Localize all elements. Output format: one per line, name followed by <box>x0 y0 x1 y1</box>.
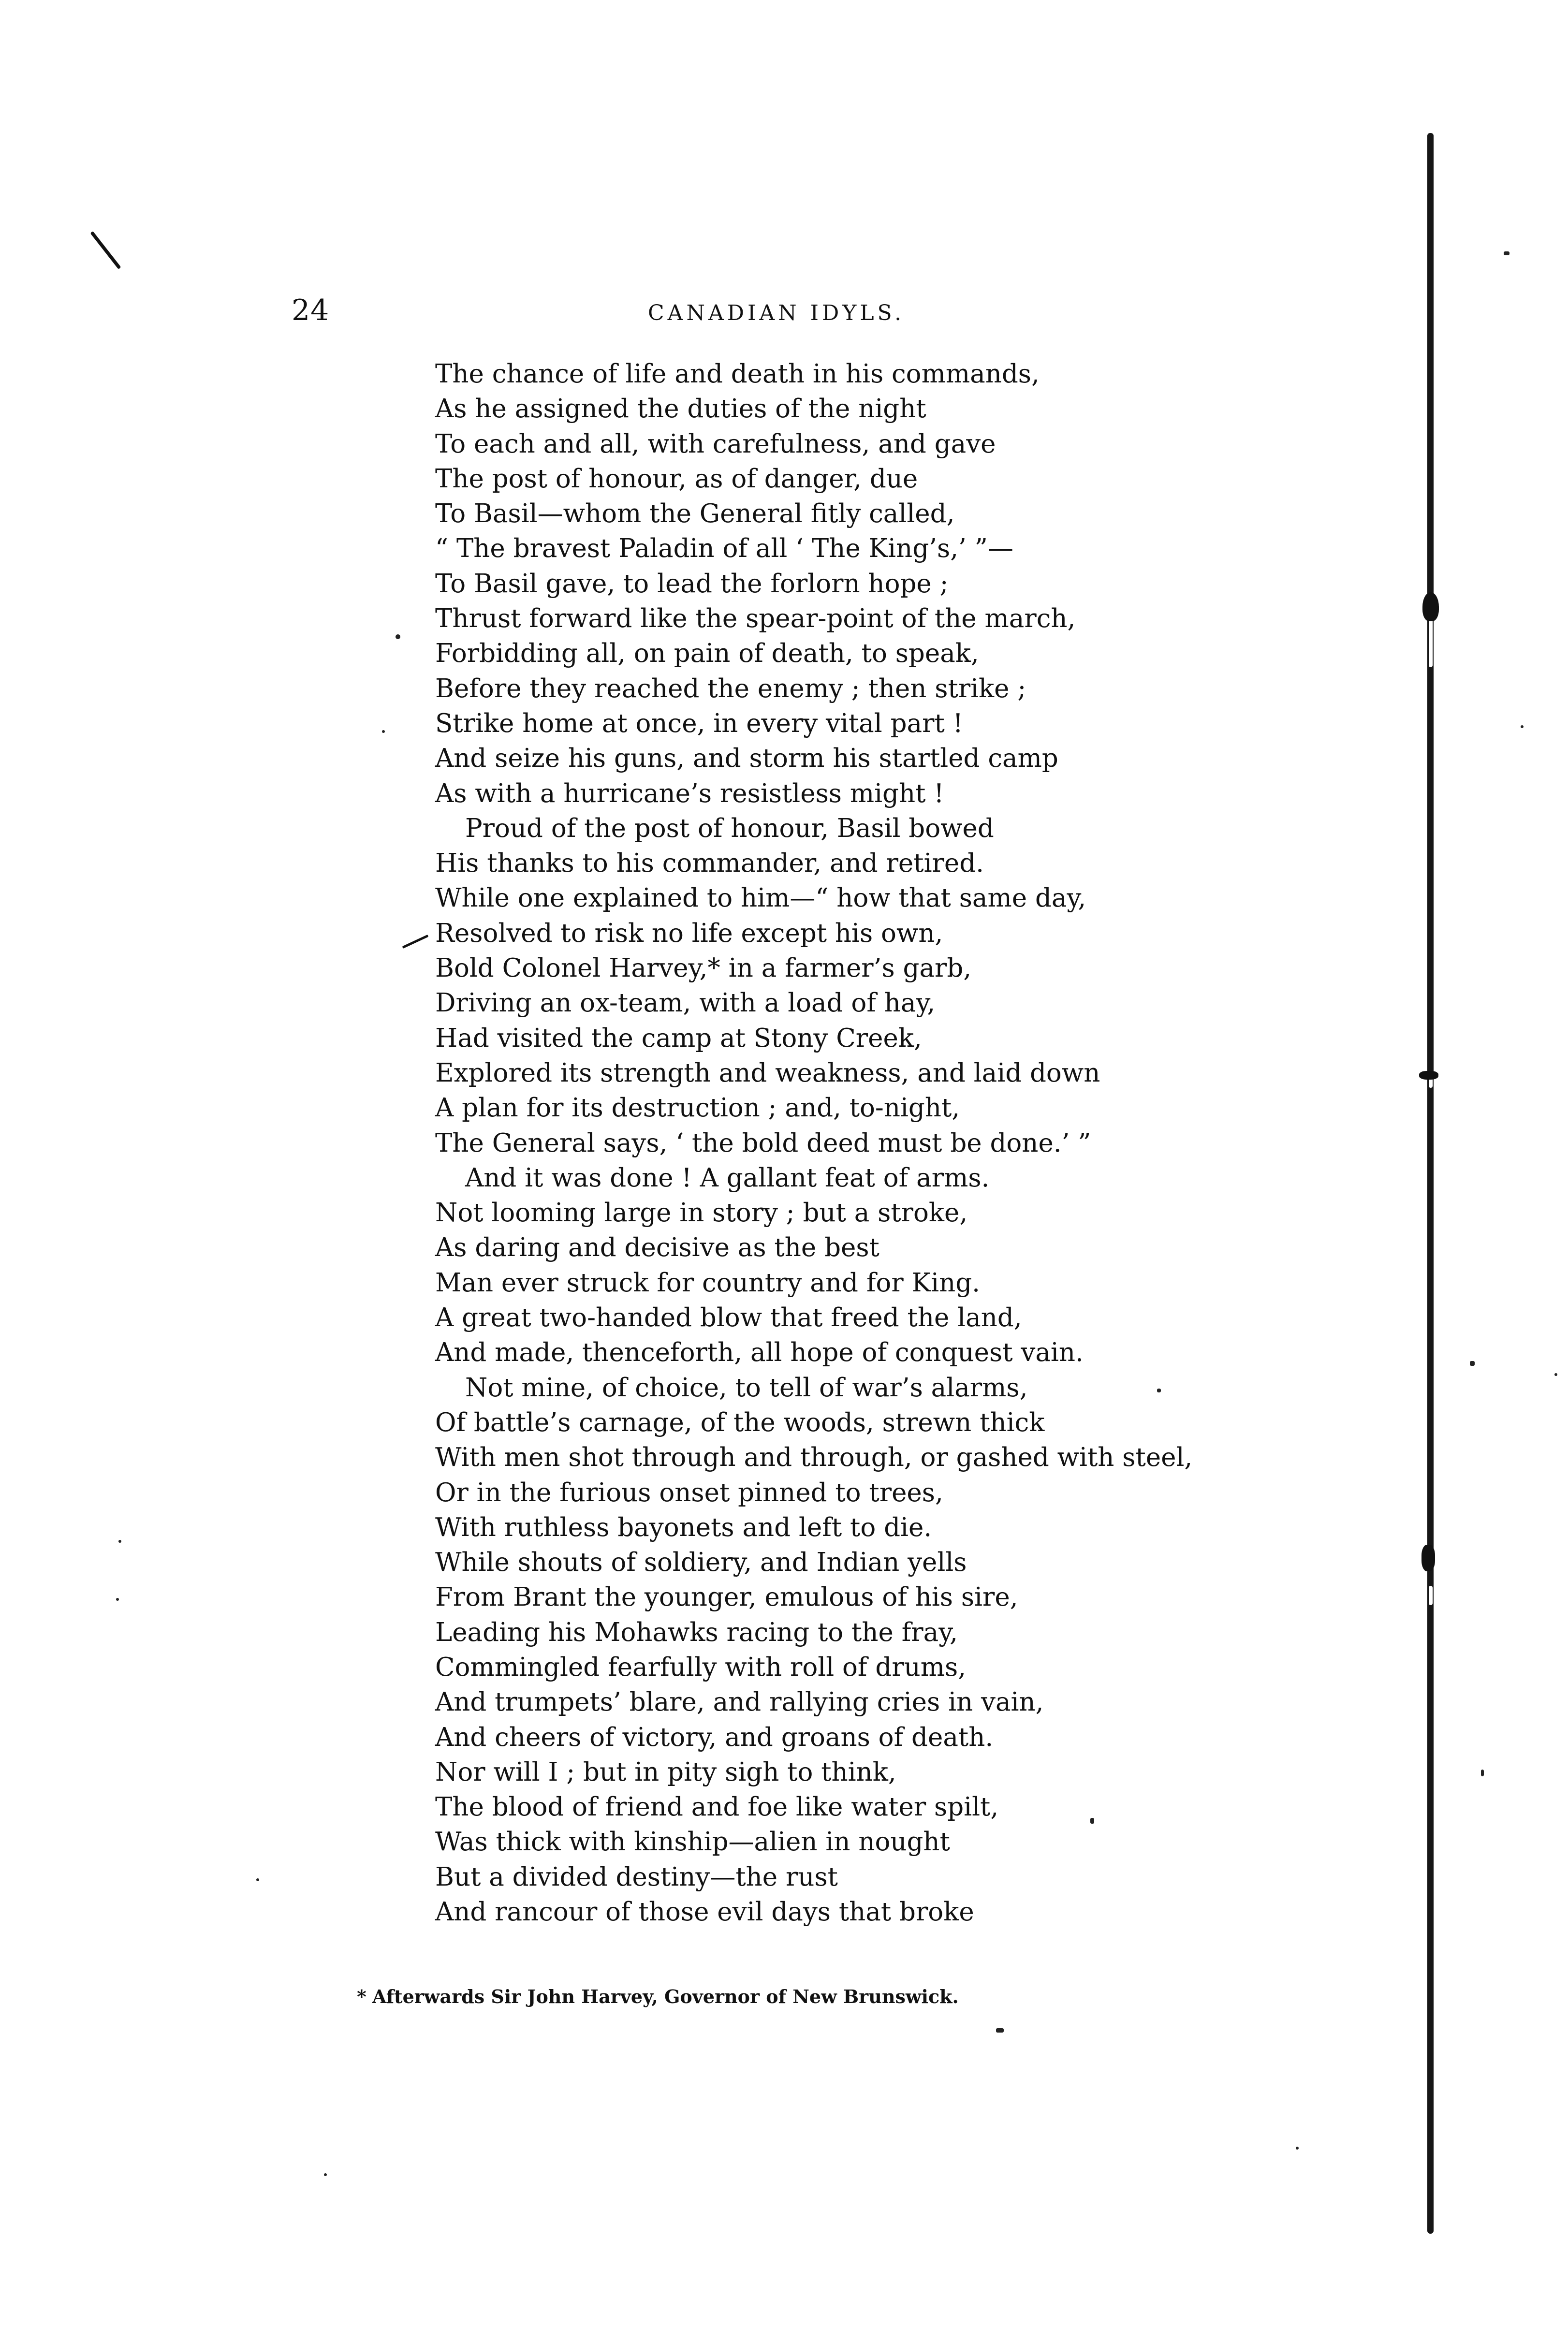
poem-line: Thrust forward like the spear-point of the march, <box>435 604 1076 634</box>
poem-line: As he assigned the duties of the night <box>435 394 926 424</box>
scan-speck <box>256 1878 259 1881</box>
poem-line: And cheers of victory, and groans of death. <box>435 1722 994 1752</box>
poem-line: As daring and decisive as the best <box>435 1233 879 1263</box>
ink-blot <box>1421 1545 1435 1571</box>
scan-speck <box>1296 2147 1299 2150</box>
poem-line: Nor will I ; but in pity sigh to think, <box>435 1757 896 1787</box>
footnote-text: Afterwards Sir John Harvey, Governor of New Brunswick. <box>372 1986 959 2007</box>
poem-line: The General says, ‘ the bold deed must be done.’ ” <box>435 1128 1091 1158</box>
poem-line: Forbidding all, on pain of death, to speak, <box>435 639 979 669</box>
ink-blot <box>1422 592 1439 621</box>
poem-line: Proud of the post of honour, Basil bowed <box>465 813 994 843</box>
poem-line: To each and all, with carefulness, and gave <box>435 429 996 459</box>
poem-line: And made, thenceforth, all hope of conquest vain. <box>435 1338 1084 1368</box>
poem-line: Commingled fearfully with roll of drums, <box>435 1652 967 1682</box>
poem-line: And rancour of those evil days that broke <box>435 1897 974 1927</box>
poem-line: And trumpets’ blare, and rallying cries in vain, <box>435 1687 1044 1717</box>
footnote <box>357 1985 959 2009</box>
scan-speck <box>1157 1389 1161 1392</box>
binding-edge-gap <box>1429 1586 1433 1605</box>
poem-line: And seize his guns, and storm his startled camp <box>435 744 1058 774</box>
scan-speck <box>1554 1373 1557 1376</box>
poem-line: Or in the furious onset pinned to trees, <box>435 1478 943 1507</box>
binding-edge-gap <box>1429 614 1433 667</box>
poem-line: Not mine, of choice, to tell of war’s alarms, <box>465 1373 1028 1403</box>
scan-dash <box>402 935 429 949</box>
poem-line: The chance of life and death in his commands, <box>435 359 1040 389</box>
poem-line: To Basil gave, to lead the forlorn hope ; <box>435 569 949 599</box>
poem-line: To Basil—whom the General fitly called, <box>435 499 955 529</box>
poem-line: Before they reached the enemy ; then strike ; <box>435 673 1026 703</box>
poem-line: The blood of friend and foe like water spilt, <box>435 1792 999 1822</box>
scan-dash <box>90 231 121 269</box>
scan-speck <box>324 2173 327 2176</box>
poem-line: Explored its strength and weakness, and laid down <box>435 1058 1100 1088</box>
poem-line: Man ever struck for country and for King. <box>435 1268 980 1298</box>
scan-speck <box>1090 1818 1094 1824</box>
scan-speck <box>1481 1770 1484 1776</box>
poem-line: “ The bravest Paladin of all ‘ The King’s,’ ”— <box>435 534 1013 564</box>
scan-speck <box>116 1598 119 1601</box>
poem-line: Strike home at once, in every vital part ! <box>435 708 963 738</box>
poem-line: Leading his Mohawks racing to the fray, <box>435 1617 958 1647</box>
running-title: CANADIAN IDYLS. <box>648 301 905 325</box>
footnote-mark: * <box>357 1986 366 2007</box>
ink-blot <box>1419 1071 1438 1080</box>
scan-speck <box>396 634 400 639</box>
poem-line: With men shot through and through, or gashed with steel, <box>435 1443 1193 1473</box>
poem-line: The post of honour, as of danger, due <box>435 464 918 494</box>
poem-line: While one explained to him—“ how that same day, <box>435 883 1086 913</box>
poem-line: And it was done ! A gallant feat of arms. <box>465 1163 990 1193</box>
scan-speck <box>382 730 385 733</box>
poem-line: Resolved to risk no life except his own, <box>435 918 943 948</box>
poem-line: Of battle’s carnage, of the woods, strewn thick <box>435 1407 1045 1437</box>
binding-edge-rule <box>1427 133 1434 2234</box>
scan-speck <box>1521 725 1524 728</box>
poem-line: While shouts of soldiery, and Indian yells <box>435 1548 967 1578</box>
poem-line: His thanks to his commander, and retired. <box>435 849 984 878</box>
scan-speck <box>118 1540 121 1543</box>
poem-line: Not looming large in story ; but a stroke, <box>435 1198 968 1228</box>
poem-line: A plan for its destruction ; and, to-night, <box>435 1093 960 1123</box>
poem-line: As with a hurricane’s resistless might ! <box>435 778 944 808</box>
poem-line: Driving an ox-team, with a load of hay, <box>435 988 936 1018</box>
poem-line: Bold Colonel Harvey,* in a farmer’s garb, <box>435 953 972 983</box>
scan-speck <box>996 2028 1004 2033</box>
poem-text <box>435 357 1193 1930</box>
scan-speck <box>1504 251 1509 255</box>
poem-line: A great two-handed blow that freed the land, <box>435 1303 1022 1333</box>
scan-speck <box>1470 1361 1475 1366</box>
poem-line: Was thick with kinship—alien in nought <box>435 1827 950 1857</box>
poem-line: Had visited the camp at Stony Creek, <box>435 1023 922 1053</box>
poem-line: With ruthless bayonets and left to die. <box>435 1512 932 1542</box>
page-number: 24 <box>292 293 330 327</box>
poem-line: But a divided destiny—the rust <box>435 1862 838 1892</box>
poem-line: From Brant the younger, emulous of his sire, <box>435 1582 1018 1612</box>
